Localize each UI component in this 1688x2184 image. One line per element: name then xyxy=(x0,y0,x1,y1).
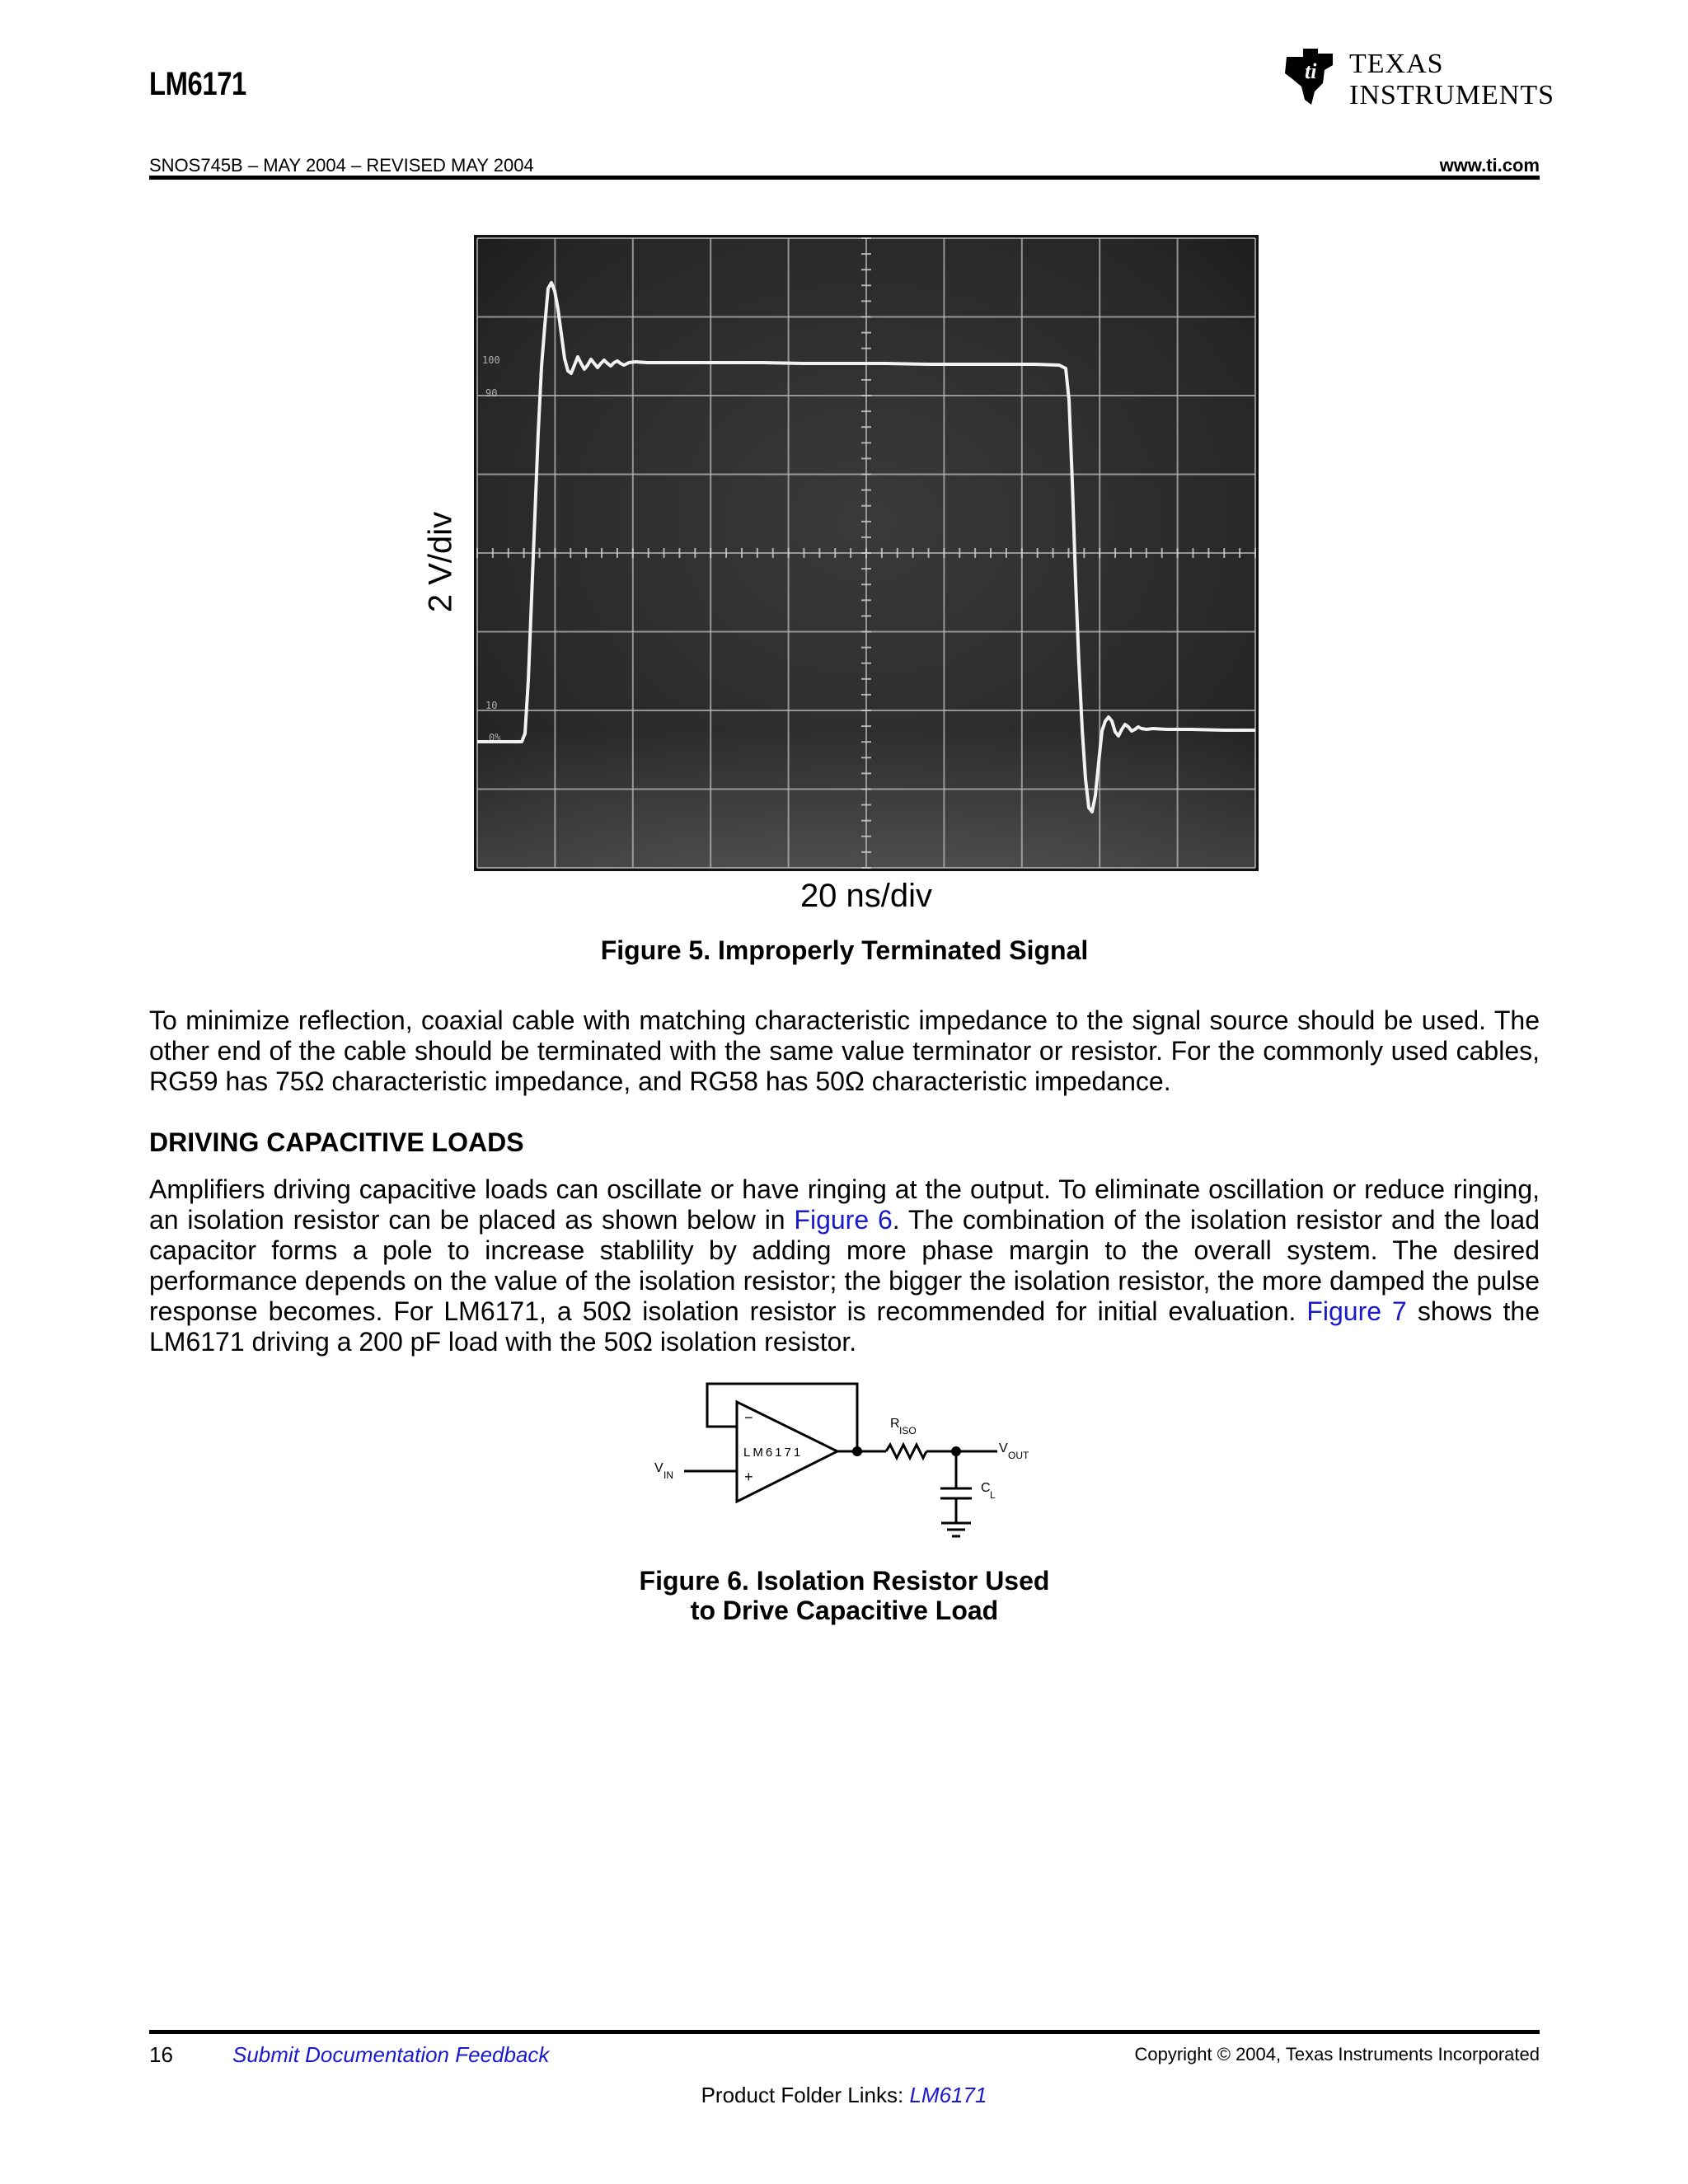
footer-divider xyxy=(149,2030,1540,2034)
cl-label: C xyxy=(981,1481,991,1495)
section-heading: DRIVING CAPACITIVE LOADS xyxy=(149,1127,524,1157)
logo-text-instruments: INSTRUMENTS xyxy=(1349,80,1555,110)
header-divider xyxy=(149,176,1540,180)
document-id: SNOS745B – MAY 2004 – REVISED MAY 2004 xyxy=(149,155,534,176)
scope-x-axis-label: 20 ns/div xyxy=(799,878,933,914)
paragraph-capacitive-loads xyxy=(149,1174,1540,1357)
product-folder-links xyxy=(0,2083,1688,2108)
page-number: 16 xyxy=(149,2042,173,2067)
scope-y-axis-label: 2 V/div xyxy=(422,511,459,613)
riso-subscript: ISO xyxy=(899,1425,917,1436)
paragraph-text: Amplifiers driving capacitive loads can oscillate or have ringing at the output. To eliminate oscillation or reduce ringing, an isolation resistor can be placed as shown below in xyxy=(149,1174,1540,1235)
svg-text:ti: ti xyxy=(1305,59,1317,83)
oscilloscope-capture xyxy=(474,235,1259,871)
svg-text:90: 90 xyxy=(485,387,498,399)
folder-links-label: Product Folder Links: xyxy=(701,2083,910,2107)
website-link[interactable]: www.ti.com xyxy=(1439,155,1540,176)
figure-7-link[interactable]: Figure 7 xyxy=(1306,1296,1407,1326)
product-folder-link[interactable]: LM6171 xyxy=(909,2083,987,2107)
vin-subscript: IN xyxy=(663,1469,673,1481)
figure-6-link[interactable]: Figure 6 xyxy=(794,1205,893,1235)
ti-logo xyxy=(1282,45,1555,111)
figure-6-caption-line-2: to Drive Capacitive Load xyxy=(690,1596,999,1625)
feedback-link[interactable]: Submit Documentation Feedback xyxy=(232,2042,550,2067)
oscilloscope-screen xyxy=(474,235,1259,871)
figure-5-caption: Figure 5. Improperly Terminated Signal xyxy=(600,935,1089,965)
part-number-title: LM6171 xyxy=(149,66,246,102)
paragraph-text: shows the LM6171 driving a 200 pF load with the 50Ω isolation resistor. xyxy=(149,1296,1540,1357)
paragraph-text: . The combination of the isolation resistor and the load capacitor forms a pole to increase stablility by adding more phase margin to the overall system. The desired performance depends on the value of the isolation resistor; the bigger the isolation resistor, the more damped the pulse response becomes. For LM6171, a 50Ω isolation resistor is recommended for initial evaluation. xyxy=(149,1205,1540,1326)
riso-label: R xyxy=(890,1417,900,1431)
inverting-input-sign: − xyxy=(744,1409,753,1426)
vout-label: V xyxy=(999,1441,1008,1455)
svg-text:10: 10 xyxy=(485,700,498,711)
resistor-riso-symbol xyxy=(886,1445,926,1458)
figure-6-caption xyxy=(149,1566,1540,1625)
junction-dot xyxy=(852,1446,862,1456)
vout-subscript: OUT xyxy=(1008,1450,1029,1461)
svg-text:0%: 0% xyxy=(489,732,501,743)
noninverting-input-sign: + xyxy=(744,1469,753,1485)
opamp-part-label: LM6171 xyxy=(743,1446,804,1460)
logo-text-texas: TEXAS xyxy=(1349,49,1444,79)
junction-dot xyxy=(951,1446,961,1456)
isolation-resistor-schematic xyxy=(651,1376,1039,1549)
paragraph-reflection: To minimize reflection, coaxial cable with matching characteristic impedance to the signal source should be used. The other end of the cable should be terminated with the same value terminator or resistor. For the commonly used cables, RG59 has 75Ω characteristic impedance, and RG58 has 50Ω characteristic impedance. xyxy=(149,1005,1540,1096)
copyright-notice: Copyright © 2004, Texas Instruments Incorporated xyxy=(1134,2044,1540,2064)
figure-6-caption-line-1: Figure 6. Isolation Resistor Used xyxy=(639,1566,1050,1596)
cl-subscript: L xyxy=(990,1489,996,1501)
svg-text:100: 100 xyxy=(482,354,500,366)
scope-y-label-container xyxy=(416,513,466,612)
vin-label: V xyxy=(654,1461,663,1475)
ti-state-icon xyxy=(1282,45,1339,107)
